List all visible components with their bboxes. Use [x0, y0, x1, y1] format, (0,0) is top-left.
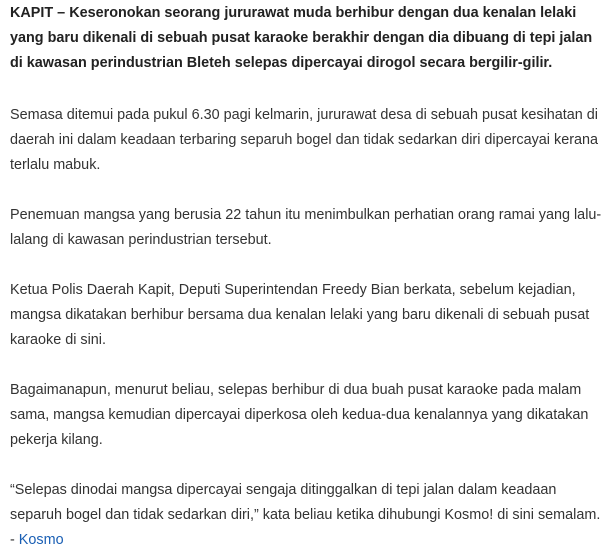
lede-text: Keseronokan seorang jururawat muda berhibur dengan dua kenalan lelaki yang baru dikenali di sebuah pusat karaoke berakhir dengan dia dibuang di tepi jalan di kawasan perindustrian Bleteh selepas dipercayai dirogol secara bergilir-gilir.: [10, 5, 593, 71]
article-lede: [10, 1, 606, 76]
article-paragraph: Penemuan mangsa yang berusia 22 tahun itu menimbulkan perhatian orang ramai yang lalu-lalang di kawasan perindustrian tersebut.: [10, 207, 602, 248]
article-dateline: KAPIT: [10, 5, 54, 21]
credit-prefix: -: [10, 532, 19, 548]
article-paragraph: Ketua Polis Daerah Kapit, Deputi Superintendan Freedy Bian berkata, sebelum kejadian, mangsa dikatakan berhibur bersama dua kenalan lelaki yang baru dikenali di sebuah pusat karaoke di sini.: [10, 282, 590, 348]
dateline-separator: –: [53, 5, 70, 21]
quote-text: “Selepas dinodai mangsa dipercayai sengaja ditinggalkan di tepi jalan dalam keadaan separuh bogel dan tidak sedarkan diri,” kata beliau ketika dihubungi Kosmo! di sini semalam.: [10, 482, 601, 523]
article-paragraph: Semasa ditemui pada pukul 6.30 pagi kelmarin, jururawat desa di sebuah pusat kesihatan di daerah ini dalam keadaan terbaring separuh bogel dan tidak sedarkan diri dipercayai kerana terlalu mabuk.: [10, 107, 598, 173]
source-credit-link[interactable]: Kosmo: [18, 532, 64, 548]
article-body: [10, 1, 606, 553]
article-paragraph: [10, 478, 606, 553]
article-paragraph: Bagaimanapun, menurut beliau, selepas berhibur di dua buah pusat karaoke pada malam sama, mangsa kemudian dipercayai diperkosa oleh kedua-dua kenalannya yang dikatakan pekerja kilang.: [10, 382, 589, 448]
